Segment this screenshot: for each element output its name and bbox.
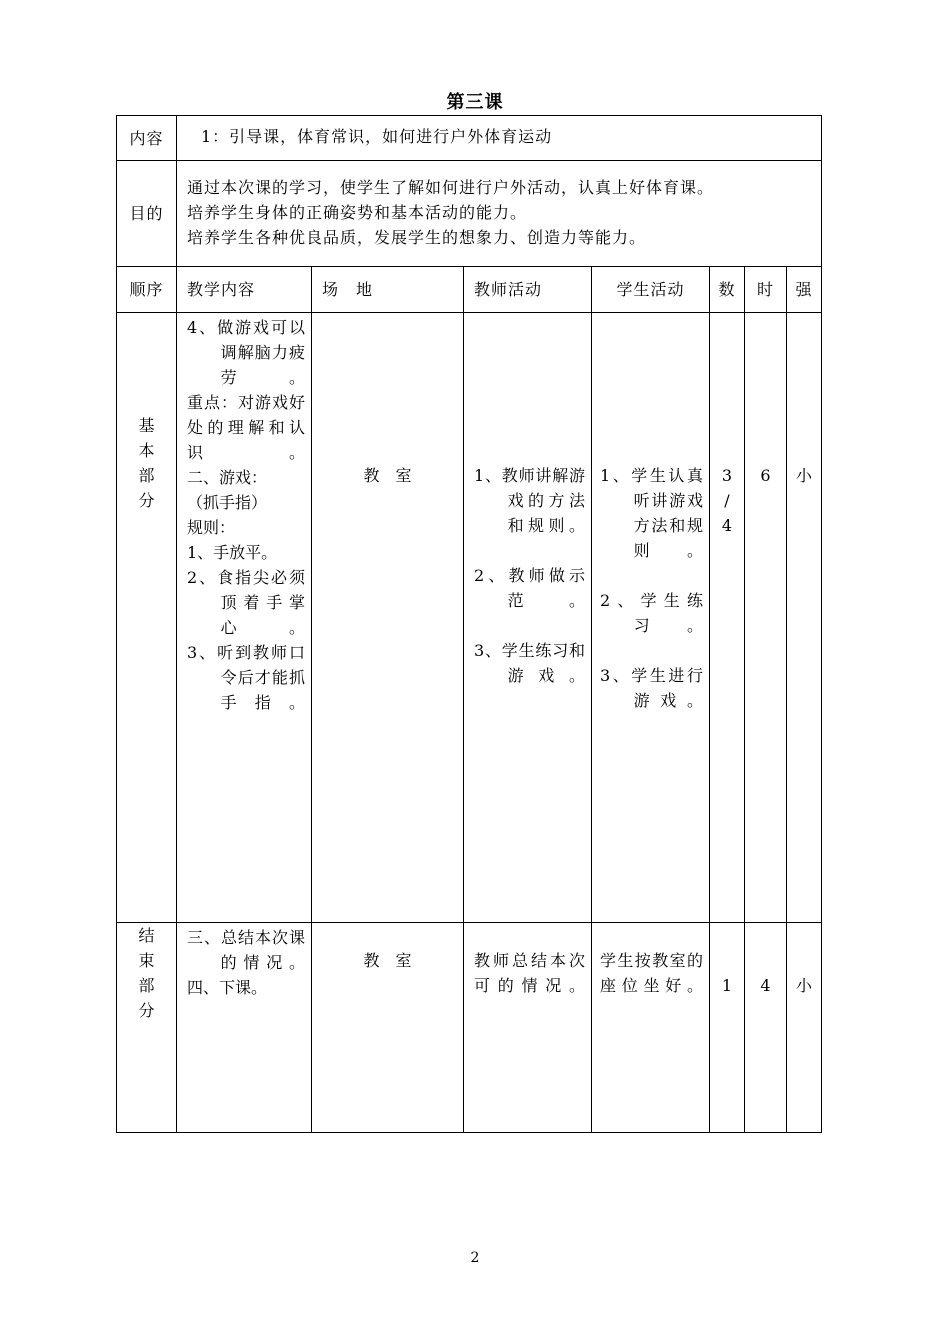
basic-time: 6 <box>745 313 787 923</box>
ending-intensity: 小 <box>787 923 822 1133</box>
ending-time: 4 <box>745 923 787 1133</box>
content-label: 内容 <box>117 116 177 161</box>
teacher-step: 3、学生练习和游戏。 <box>474 641 585 685</box>
ending-student: 学生按教室的座位坐好。 <box>592 923 710 1133</box>
ending-section-row <box>117 923 822 1133</box>
student-step: 2、学生练习。 <box>600 591 703 635</box>
basic-teacher <box>464 313 592 923</box>
content-line: （抓手指） <box>187 493 268 512</box>
col-content: 教学内容 <box>177 267 312 313</box>
goal-row <box>117 161 822 267</box>
basic-intensity: 小 <box>787 313 822 923</box>
col-order: 顺序 <box>117 267 177 313</box>
content-line: 4、做游戏可以调解脑力疲劳。 <box>187 318 305 387</box>
student-step: 1、学生认真听讲游戏方法和规则。 <box>600 466 703 560</box>
basic-content <box>177 313 312 923</box>
col-count: 数 <box>710 267 745 313</box>
basic-venue: 教 室 <box>312 313 464 923</box>
content-line: 三、总结本次课的情况。 <box>187 928 305 972</box>
content-line: 二、游戏： <box>187 468 268 487</box>
content-line: 重点：对游戏好处的理解和认识。 <box>187 393 305 462</box>
col-time: 时 <box>745 267 787 313</box>
content-line: 1、手放平。 <box>187 543 278 562</box>
student-step: 3、学生进行游戏。 <box>600 666 703 710</box>
basic-count: 3 / 4 <box>710 313 745 923</box>
goal-line: 培养学生各种优良品质，发展学生的想象力、创造力等能力。 <box>187 228 647 247</box>
goal-text <box>177 161 822 267</box>
col-teacher: 教师活动 <box>464 267 592 313</box>
ending-content <box>177 923 312 1133</box>
teacher-step: 2、教师做示范。 <box>474 566 585 610</box>
content-line: 2、食指尖必须顶着手掌心。 <box>187 568 305 637</box>
ending-count: 1 <box>710 923 745 1133</box>
col-intensity: 强 <box>787 267 822 313</box>
ending-venue: 教 室 <box>312 923 464 1133</box>
goal-line: 通过本次课的学习，使学生了解如何进行户外活动，认真上好体育课。 <box>187 178 715 197</box>
goal-label: 目的 <box>117 161 177 267</box>
page-title: 第三课 <box>446 92 504 113</box>
content-line: 规则： <box>187 518 236 537</box>
content-line: 3、听到教师口令后才能抓手指。 <box>187 643 305 712</box>
ending-teacher: 教师总结本次可的情况。 <box>464 923 592 1133</box>
page-number: 2 <box>470 1250 480 1266</box>
teacher-step: 1、教师讲解游戏的方法和规则。 <box>474 466 585 535</box>
basic-section-row <box>117 313 822 923</box>
col-venue: 场 地 <box>312 267 464 313</box>
content-row <box>117 116 822 161</box>
lesson-plan-table <box>116 115 822 1133</box>
basic-order: 基 本 部 分 <box>117 313 177 923</box>
ending-order: 结 束 部 分 <box>117 923 177 1133</box>
basic-student <box>592 313 710 923</box>
col-student: 学生活动 <box>592 267 710 313</box>
content-line: 四、下课。 <box>187 978 268 997</box>
column-header-row <box>117 267 822 313</box>
goal-line: 培养学生身体的正确姿势和基本活动的能力。 <box>187 203 528 222</box>
content-text: 1：引导课，体育常识，如何进行户外体育运动 <box>177 116 822 161</box>
